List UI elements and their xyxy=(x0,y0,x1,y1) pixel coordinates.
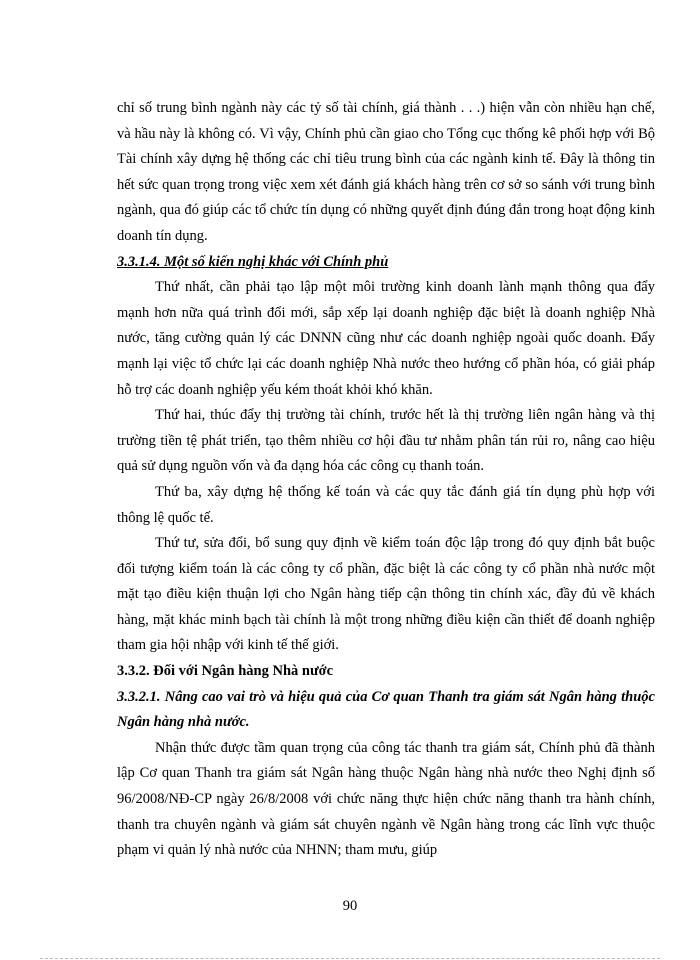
paragraph-continuation: chỉ số trung bình ngành này các tỷ số tài chính, giá thành . . .) hiện vẫn còn nhiều hạn chế, và hầu này là không có. Vì vậy, Chính phủ cần giao cho Tổng cục thống kê phối hợp với Bộ Tài chính xây dựng hệ thống các chỉ tiêu trung bình của các ngành kinh tế. Đây là thông tin hết sức quan trọng trong việc xem xét đánh giá khách hàng trên cơ sở so sánh với trung bình ngành, qua đó giúp các tổ chức tín dụng có những quyết định đúng đắn trong hoạt động kinh doanh tín dụng. xyxy=(117,100,655,244)
bottom-divider xyxy=(40,958,660,959)
paragraph-thu-ba: Thứ ba, xây dựng hệ thống kế toán và các quy tắc đánh giá tín dụng phù hợp với thông lệ quốc tế. xyxy=(117,483,655,526)
section-heading-3-3-2-1: 3.3.2.1. Nâng cao vai trò và hiệu quả của Cơ quan Thanh tra giám sát Ngân hàng thuộc Ngân hàng nhà nước. xyxy=(117,688,655,731)
section-heading-3-3-2: 3.3.2. Đối với Ngân hàng Nhà nước xyxy=(117,663,334,680)
page-number: 90 xyxy=(342,898,358,914)
paragraph-thu-hai: Thứ hai, thúc đẩy thị trường tài chính, trước hết là thị trường liên ngân hàng và thị trường tiền tệ phát triển, tạo thêm nhiều cơ hội đầu tư nhằm phân tán rủi ro, nâng cao hiệu quả sử dụng nguồn vốn và đa dạng hóa các công cụ thanh toán. xyxy=(117,407,655,475)
page-body xyxy=(117,96,655,864)
paragraph-nhan-thuc: Nhận thức được tầm quan trọng của công tác thanh tra giám sát, Chính phủ đã thành lập Cơ quan Thanh tra giám sát Ngân hàng thuộc Ngân hàng nhà nước theo Nghị định số 96/2008/NĐ-CP ngày 26/8/2008 với chức năng thực hiện chức năng thanh tra hành chính, thanh tra chuyên ngành và giám sát chuyên ngành về Ngân hàng trong các lĩnh vực thuộc phạm vi quản lý nhà nước của NHNN; tham mưu, giúp xyxy=(117,739,655,859)
paragraph-thu-nhat: Thứ nhất, cần phải tạo lập một môi trường kinh doanh lành mạnh thông qua đẩy mạnh hơn nữa quá trình đổi mới, sắp xếp lại doanh nghiệp đặc biệt là doanh nghiệp Nhà nước, tăng cường quản lý các DNNN cũng như các doanh nghiệp ngoài quốc doanh. Đẩy mạnh lại việc tổ chức lại các doanh nghiệp Nhà nước theo hướng cổ phần hóa, có giải pháp hỗ trợ các doanh nghiệp yếu kém thoát khỏi khó khăn. xyxy=(117,279,655,398)
paragraph-thu-tu: Thứ tư, sửa đổi, bổ sung quy định về kiểm toán độc lập trong đó quy định bắt buộc đối tượng kiểm toán là các công ty cổ phần, đặc biệt là các công ty cổ phần nhà nước một mặt tạo điều kiện thuận lợi cho Ngân hàng tiếp cận thông tin chính xác, đầy đủ về khách hàng, mặt khác minh bạch tài chính là một trong những điều kiện cần thiết để doanh nghiệp tham gia hội nhập với kinh tế thế giới. xyxy=(117,535,655,654)
section-heading-3-3-1-4: 3.3.1.4. Một số kiến nghị khác với Chính phủ xyxy=(117,253,389,270)
